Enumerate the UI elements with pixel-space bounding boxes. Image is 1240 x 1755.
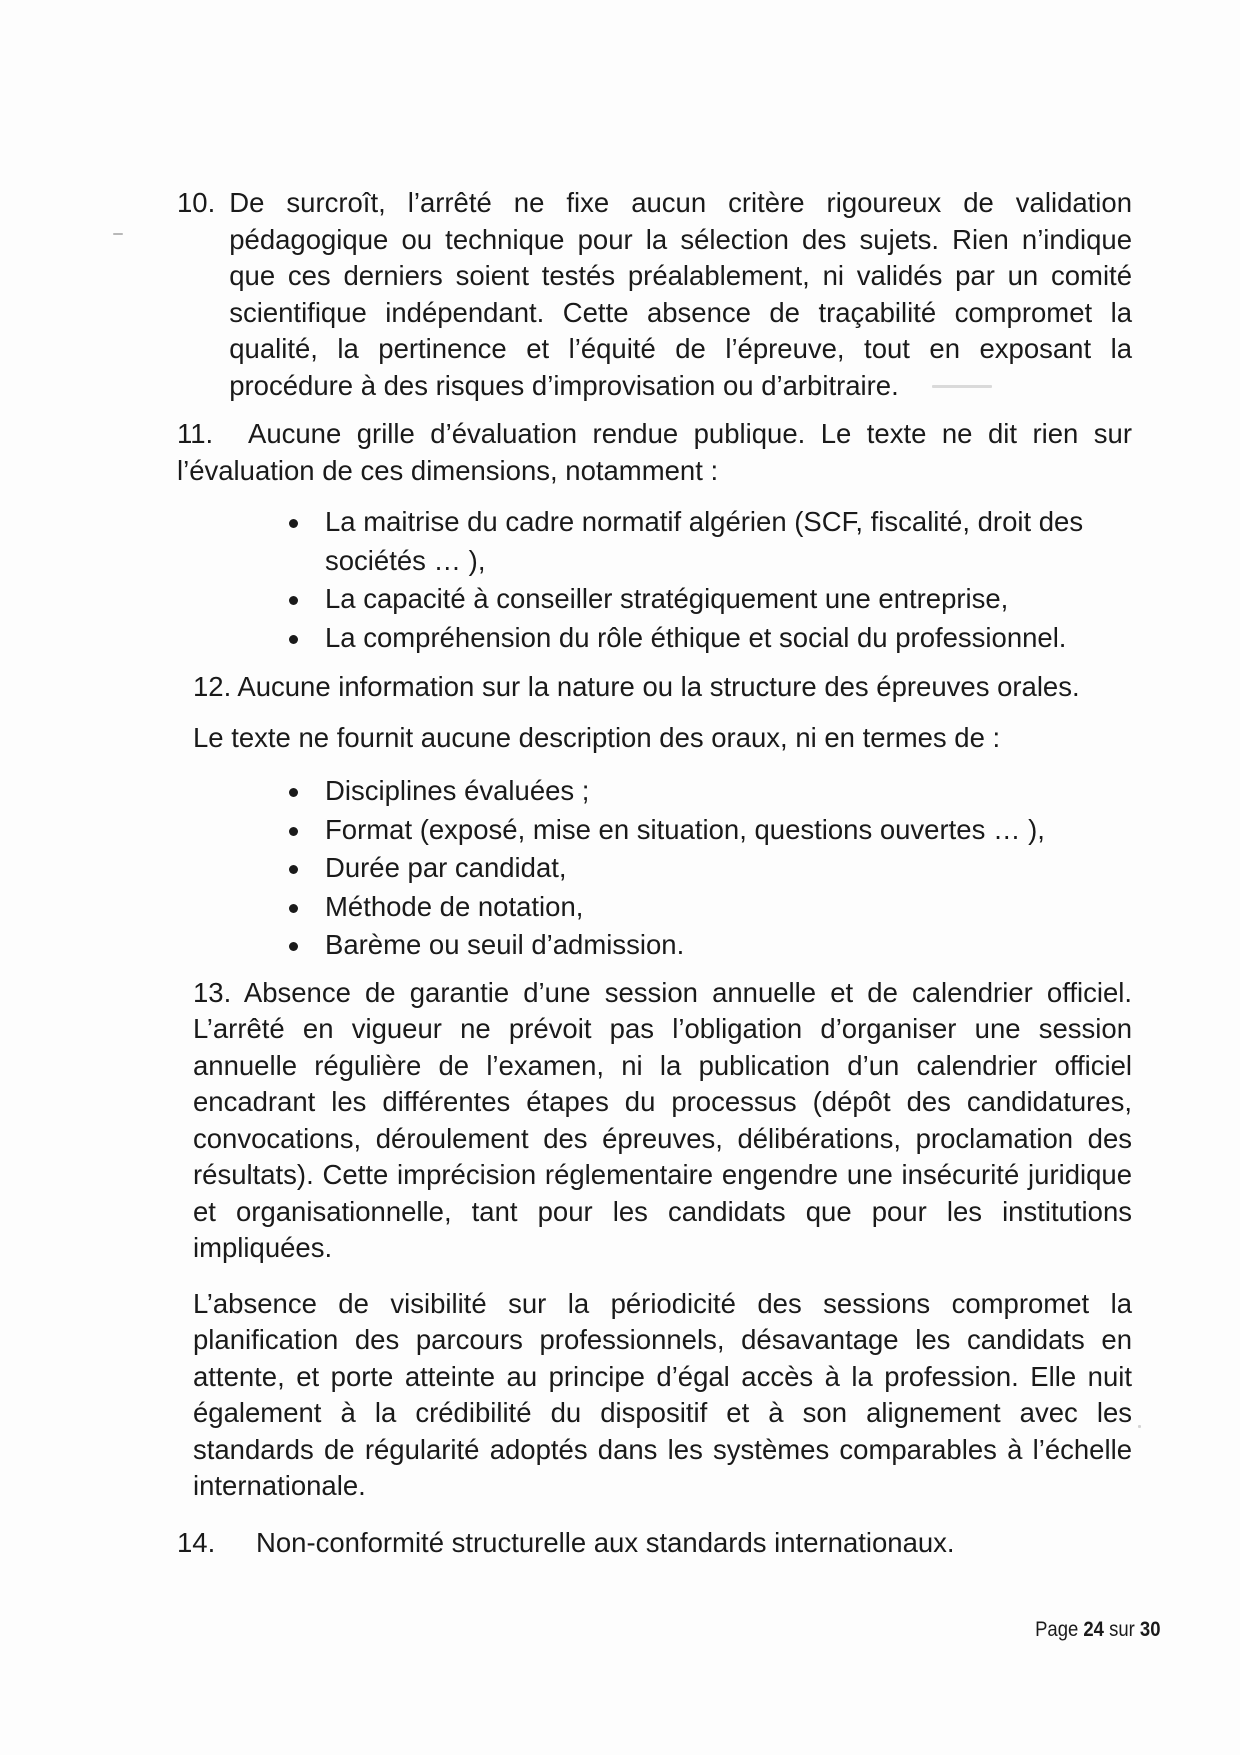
paragraph-text: Aucune grille d’évaluation rendue publique. Le texte ne dit rien sur l’évaluation de ces dimensions, notamment : <box>177 418 1132 486</box>
page-separator: sur <box>1108 1618 1135 1641</box>
bullet-icon <box>289 942 298 951</box>
bullet-icon <box>289 635 298 644</box>
paragraph-number: 10. <box>177 187 216 218</box>
bullet-icon <box>289 827 298 836</box>
list-item <box>325 888 1132 927</box>
paragraph-11 <box>177 416 1132 489</box>
list-item-text: Format (exposé, mise en situation, questions ouvertes … ), <box>325 813 1045 845</box>
paragraph-number: 11. <box>177 418 214 449</box>
paragraph-14 <box>177 1525 1132 1562</box>
list-item <box>325 619 1132 658</box>
document-body <box>177 185 1132 1561</box>
paragraph-13: 13. Absence de garantie d’une session annuelle et de calendrier officiel. L’arrêté en vigueur ne prévoit pas l’obligation d’organiser une session annuelle régulière de l’examen, ni la publication d’un calendrier officiel encadrant les différentes étapes du processus (dépôt des candidatures, convocations, déroulement des épreuves, délibérations, proclamation des résultats). Cette imprécision réglementaire engendre une insécurité juridique et organisationnelle, tant pour les candidats que pour les institutions impliquées. <box>193 976 1132 1263</box>
bullet-list-evaluation <box>177 503 1132 657</box>
list-item <box>325 849 1132 888</box>
bullet-icon <box>289 788 298 797</box>
paragraph-12-text: Le texte ne fournit aucune description des oraux, ni en termes de : <box>193 721 1001 753</box>
list-item-text: Durée par candidat, <box>325 852 567 883</box>
paragraph-12-heading: 12. Aucune information sur la nature ou la structure des épreuves orales. <box>193 671 1080 702</box>
bullet-icon <box>289 904 298 913</box>
paragraph-13-continued: L’absence de visibilité sur la périodicité des sessions compromet la planification des parcours professionnels, désavantage les candidats en attente, et porte atteinte au principe d’égal accès à la profession. Elle nuit également à la crédibilité du dispositif et à son alignement avec les standards de régularité adoptés dans les systèmes comparables à l’échelle internationale. <box>193 1287 1132 1501</box>
paragraph-number: 14. <box>177 1526 216 1558</box>
bullet-icon <box>289 596 298 605</box>
list-item-text: Barème ou seuil d’admission. <box>325 929 685 960</box>
bullet-icon <box>289 865 298 874</box>
list-item <box>325 926 1132 965</box>
paragraph-text: De surcroît, l’arrêté ne fixe aucun critère rigoureux de validation pédagogique ou technique pour la sélection des sujets. Rien n’indique que ces derniers soient testés préalablement, ni validés par un comité scientifique indépendant. Cette absence de traçabilité compromet la qualité, la pertinence et l’équité de l’épreuve, tout en exposant la procédure à des risques d’improvisation ou d’arbitraire. <box>229 187 1132 401</box>
list-item-text: La capacité à conseiller stratégiquement une entreprise, <box>325 583 1009 614</box>
paragraph-text: Non-conformité structurelle aux standards internationaux. <box>256 1526 955 1558</box>
list-item <box>325 811 1132 850</box>
list-item <box>325 772 1132 811</box>
bullet-icon <box>289 519 298 528</box>
list-item <box>325 503 1132 580</box>
list-item-text: Méthode de notation, <box>325 890 584 922</box>
scan-artifact <box>1138 1425 1141 1428</box>
scan-artifact <box>113 233 123 235</box>
list-item <box>325 580 1132 619</box>
paragraph-10 <box>177 185 1132 404</box>
list-item-text: La compréhension du rôle éthique et social du professionnel. <box>325 621 1067 653</box>
page-number-footer <box>1035 1618 1160 1642</box>
bullet-list-oral-exams <box>177 772 1132 965</box>
page-label: Page <box>1034 1618 1078 1641</box>
total-pages-number: 30 <box>1139 1618 1160 1641</box>
list-item-text: La maitrise du cadre normatif algérien (SCF, fiscalité, droit des sociétés … ), <box>325 506 1084 576</box>
list-item-text: Disciplines évaluées ; <box>325 775 590 806</box>
current-page-number: 24 <box>1082 1618 1104 1641</box>
